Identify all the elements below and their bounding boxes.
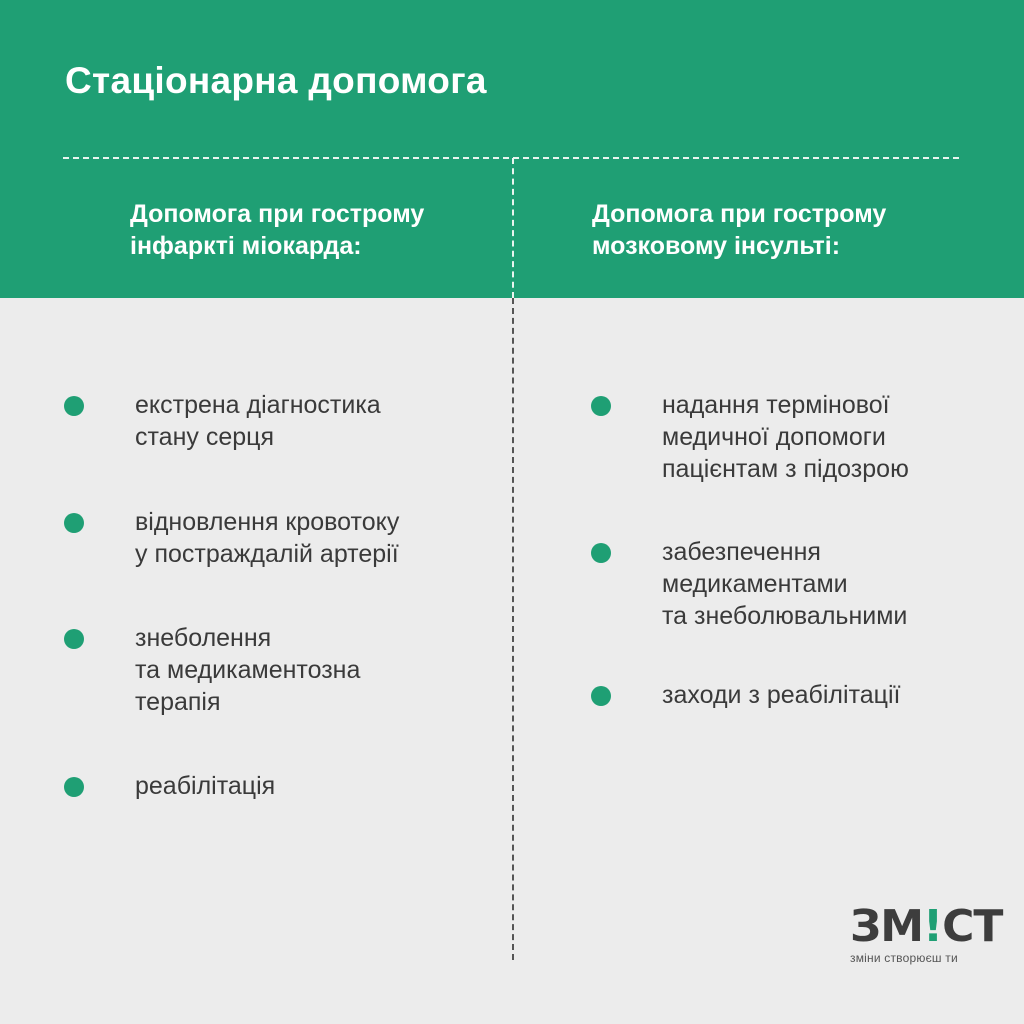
bullet-icon	[64, 513, 84, 533]
vertical-divider-bottom	[512, 298, 514, 960]
list-item: заходи з реабілітації	[662, 681, 901, 709]
bullet-icon	[591, 686, 611, 706]
brand-logo	[850, 901, 1003, 973]
bullet-icon	[591, 543, 611, 563]
list-item: знеболення та медикаментозна терапія	[135, 624, 361, 716]
list-item: забезпечення медикаментами та знеболювальними	[662, 538, 908, 630]
logo-part2: СТ	[942, 901, 1003, 952]
page-title: Стаціонарна допомога	[65, 60, 487, 101]
logo-part1: ЗМ	[850, 901, 924, 952]
vertical-divider-top	[512, 158, 514, 298]
bullet-icon	[64, 396, 84, 416]
horizontal-divider	[63, 157, 959, 159]
right-column-heading: Допомога при гострому мозковому інсульті:	[592, 200, 887, 260]
logo-wordmark	[850, 903, 1002, 951]
left-column-heading: Допомога при гострому інфаркті міокарда:	[130, 200, 425, 260]
bullet-icon	[591, 396, 611, 416]
list-item: екстрена діагностика стану серця	[135, 391, 381, 451]
logo-accent: !	[923, 901, 943, 952]
logo-tagline: зміни створюєш ти	[850, 951, 958, 965]
list-item: реабілітація	[135, 772, 276, 800]
bullet-icon	[64, 629, 84, 649]
list-item: відновлення кровотоку у постраждалій артерії	[135, 508, 400, 568]
bullet-icon	[64, 777, 84, 797]
list-item: надання термінової медичної допомоги пацієнтам з підозрою	[662, 391, 909, 483]
